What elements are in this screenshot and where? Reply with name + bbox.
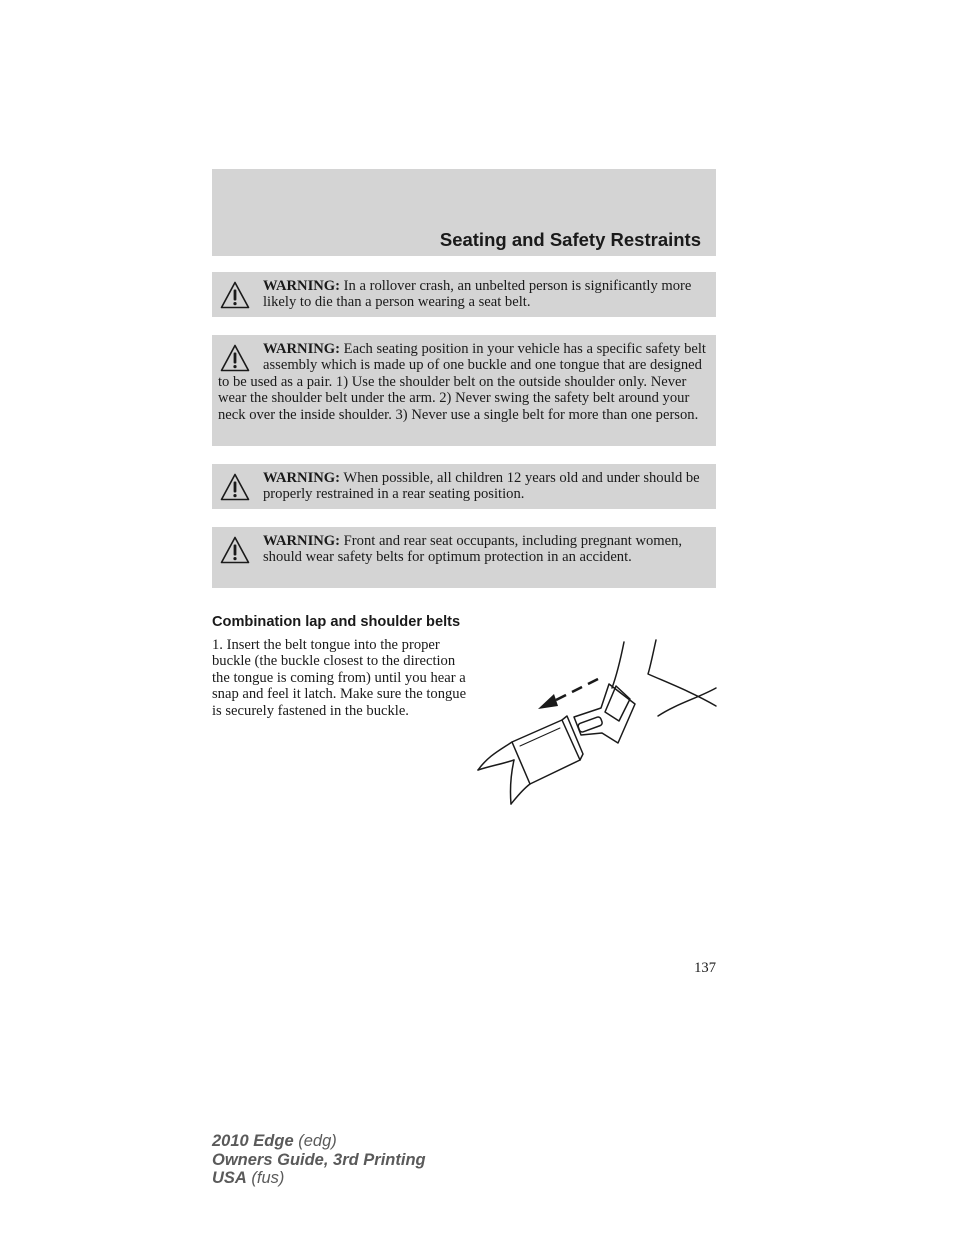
page-number: 137 [694, 960, 716, 976]
warning-label: WARNING: [263, 278, 341, 294]
footer-model: 2010 Edge [212, 1132, 294, 1150]
warning-label: WARNING: [263, 533, 341, 549]
document-footer [212, 1132, 426, 1188]
footer-guide-edition: Owners Guide, 3rd Printing [212, 1150, 426, 1169]
warning-text: Each seating position in your vehicle has a specific safety belt assembly which is made up of one buckle and one tongue that are designed to be used as a pair. 1) Use the shoulder belt on the outside shoulder only. Never wear the shoulder belt under the arm. 2) Never swing the safety belt around your neck over the inside shoulder. 3) Never use a single belt for more than one person. [218, 341, 706, 423]
warning-triangle-icon [220, 281, 250, 309]
section-header-band [212, 169, 716, 256]
footer-market: USA [212, 1169, 247, 1187]
section-title: Seating and Safety Restraints [439, 229, 701, 250]
warning-label: WARNING: [263, 470, 341, 486]
warning-text: In a rollover crash, an unbelted person is significantly more likely to die than a person wearing a seat belt. [263, 278, 692, 311]
instruction-step-1: 1. Insert the belt tongue into the proper buckle (the buckle closest to the direction the tongue is coming from) until you hear a snap and feel it latch. Make sure the tongue is securely fastened in the buckle. [212, 637, 467, 719]
warning-box-seating-position [212, 335, 716, 446]
warning-text: Front and rear seat occupants, including pregnant women, should wear safety belts for optimum protection in an accident. [263, 533, 683, 566]
warning-text: When possible, all children 12 years old and under should be properly restrained in a rear seating position. [263, 470, 700, 503]
warning-triangle-icon [220, 344, 250, 372]
footer-market-code: (fus) [246, 1169, 285, 1187]
seat-belt-buckle-illustration [470, 632, 720, 810]
warning-box-occupants [212, 527, 716, 588]
footer-line-model [212, 1132, 426, 1151]
warning-label: WARNING: [263, 341, 341, 357]
footer-model-code: (edg) [293, 1132, 337, 1150]
warning-box-children [212, 464, 716, 509]
warning-triangle-icon [220, 536, 250, 564]
footer-line-market [212, 1169, 426, 1188]
subsection-heading: Combination lap and shoulder belts [212, 614, 461, 630]
warning-box-rollover [212, 272, 716, 317]
warning-triangle-icon [220, 473, 250, 501]
